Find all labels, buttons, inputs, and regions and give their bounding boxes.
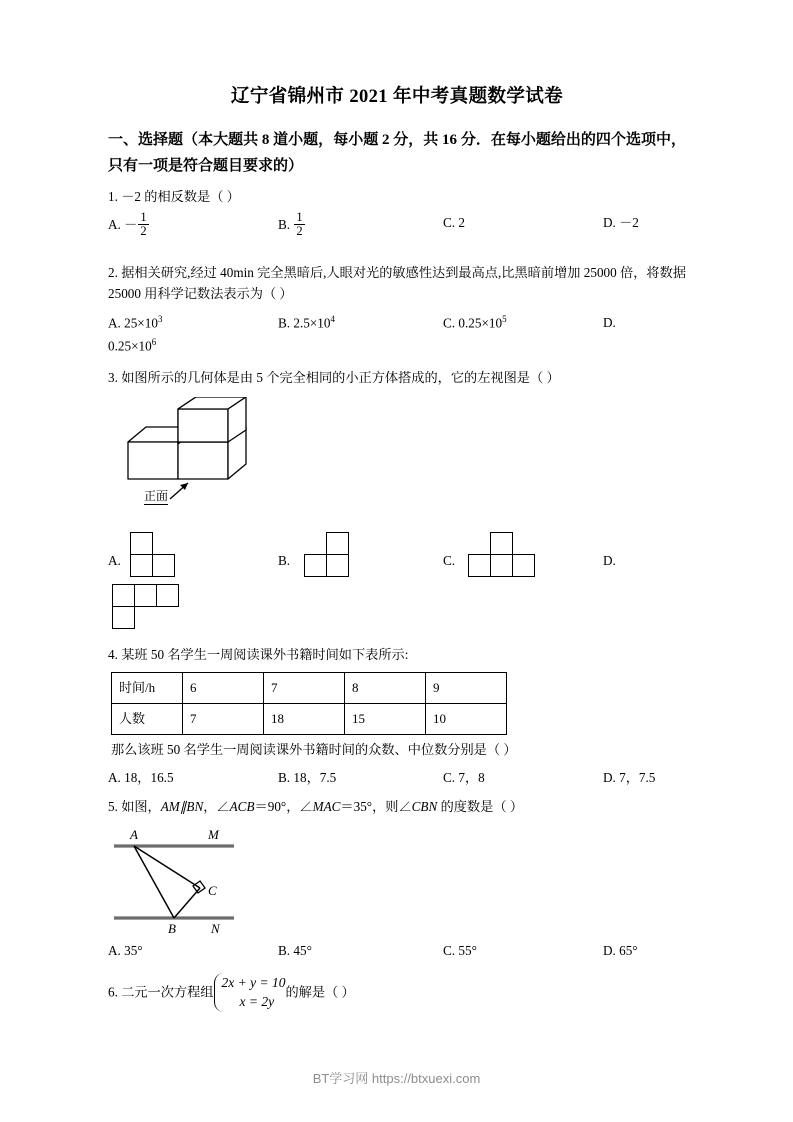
option-a-sign: － — [124, 216, 138, 232]
table-row — [112, 703, 507, 734]
question-5-text-part7: ＝35°，则∠ — [340, 799, 412, 815]
question-2 — [108, 262, 686, 356]
option-c-label: C. 0.25×10 — [443, 315, 503, 331]
question-2-option-a[interactable] — [108, 312, 162, 334]
table-row-header: 时间/h — [112, 672, 183, 703]
option-b-fraction — [294, 211, 304, 239]
question-1-number: 1. — [108, 188, 118, 204]
question-5-text-part2: AM∥BN — [160, 799, 204, 815]
option-a-fraction — [138, 211, 148, 239]
option-b-label: B. — [278, 216, 291, 232]
equation-line-1: 2x + y = 10 — [221, 974, 286, 990]
table-row-header: 人数 — [112, 703, 183, 734]
question-4-stem — [108, 644, 686, 665]
question-4 — [108, 644, 686, 788]
question-3-option-d-shape-row — [108, 584, 686, 640]
option-a-exponent: 3 — [157, 313, 163, 324]
question-1-stem — [108, 186, 686, 207]
question-5-option-d[interactable]: D. 65° — [603, 942, 638, 958]
grid-cell — [304, 554, 327, 577]
question-4-option-c[interactable]: C. 7，8 — [443, 770, 485, 786]
table-cell: 9 — [426, 672, 507, 703]
table-row — [112, 672, 507, 703]
question-2-option-d[interactable]: D. — [603, 314, 616, 330]
grid-cell — [112, 606, 135, 629]
question-5-stem — [108, 796, 686, 817]
question-1-options — [108, 209, 686, 252]
question-3-stem — [108, 367, 686, 388]
equation-system — [214, 973, 286, 1012]
question-1 — [108, 186, 686, 252]
question-5-text-part8: CBN — [411, 799, 438, 815]
grid-cell — [130, 532, 153, 555]
option-a-label: A. 25×10 — [108, 315, 158, 331]
question-2-option-b[interactable] — [278, 312, 335, 334]
question-3-option-c-shape[interactable] — [468, 532, 540, 580]
question-5-text-part1: 如图， — [121, 799, 161, 815]
question-6-text-pre: 二元一次方程组 — [121, 984, 214, 1000]
page-title: 辽宁省锦州市 2021 年中考真题数学试卷 — [230, 87, 564, 107]
parallel-lines-triangle-svg — [112, 824, 292, 936]
question-1-option-c[interactable]: C. 2 — [443, 214, 465, 230]
question-2-options — [108, 312, 686, 332]
question-5-figure — [112, 824, 292, 936]
figure-label-B: B — [168, 920, 176, 936]
equation-system-body — [214, 973, 286, 1012]
question-5-option-b[interactable]: B. 45° — [278, 942, 312, 958]
question-3-option-a-label[interactable]: A. — [108, 552, 121, 568]
question-3-option-b-shape[interactable] — [304, 532, 354, 580]
grid-cell — [134, 584, 157, 607]
grid-cell — [326, 554, 349, 577]
footer-watermark: BT学习网 https://btxuexi.com — [312, 1071, 481, 1086]
table-cell: 7 — [183, 703, 264, 734]
section-heading: 一、选择题（本大题共 8 道小题，每小题 2 分，共 16 分．在每小题给出的四个选项中，只有一项是符合题目要求的） — [108, 132, 686, 175]
question-2-option-d-wrap[interactable] — [108, 335, 686, 357]
figure-label-N: N — [211, 920, 220, 936]
option-d-value: 0.25×10 — [108, 338, 152, 354]
fraction-numerator: 1 — [140, 209, 147, 224]
question-1-option-d[interactable]: D. －2 — [603, 214, 639, 230]
question-3-option-c-label[interactable]: C. — [443, 552, 456, 568]
question-5-text-part4: ACB — [229, 799, 255, 815]
question-4-stem-continued: 那么该班 50 名学生一周阅读课外书籍时间的众数、中位数分别是（ ） — [111, 741, 517, 757]
question-6-number: 6. — [108, 984, 118, 1000]
question-3-option-d-label[interactable]: D. — [603, 552, 616, 568]
question-3-option-d-shape[interactable] — [112, 584, 184, 632]
fraction-denominator: 2 — [140, 224, 147, 239]
question-4-option-a[interactable]: A. 18，16.5 — [108, 770, 174, 786]
question-1-option-a[interactable] — [108, 209, 150, 240]
question-4-option-d[interactable]: D. 7，7.5 — [603, 770, 656, 786]
question-2-number: 2. — [108, 264, 118, 280]
question-2-text: 据相关研究,经过 40min 完全黑暗后,人眼对光的敏感性达到最高点,比黑暗前增加 25000 倍，将数据 25000 用科学记数法表示为（ ） — [108, 264, 687, 302]
grid-cell — [130, 554, 153, 577]
option-b-exponent: 4 — [330, 313, 335, 324]
grid-cell — [156, 584, 179, 607]
question-4-option-b[interactable]: B. 18，7.5 — [278, 770, 337, 786]
question-5-options — [108, 940, 686, 960]
question-6 — [108, 974, 686, 1013]
table-cell: 10 — [426, 703, 507, 734]
question-5-number: 5. — [108, 799, 118, 815]
figure-label-C: C — [208, 882, 217, 898]
table-cell: 8 — [345, 672, 426, 703]
question-5-text-part3: ，∠ — [203, 799, 230, 815]
table-cell: 18 — [264, 703, 345, 734]
equation-line-2: x = 2y — [239, 994, 275, 1010]
figure-caption-front: 正面 — [144, 488, 169, 503]
question-3-options-row — [108, 528, 686, 584]
question-3-option-a-shape[interactable] — [130, 532, 180, 580]
fraction-denominator: 2 — [296, 224, 303, 239]
question-1-option-b[interactable] — [278, 209, 306, 240]
grid-cell — [152, 554, 175, 577]
figure-label-M: M — [208, 826, 219, 842]
option-c-exponent: 5 — [502, 313, 507, 324]
page-content — [108, 85, 686, 1013]
question-5-text-part5: ＝90°，∠ — [254, 799, 313, 815]
question-5-text-part9: 的度数是（ ） — [437, 799, 524, 815]
fraction-numerator: 1 — [296, 209, 303, 224]
figure-label-A: A — [130, 826, 138, 842]
question-2-stem — [108, 262, 686, 305]
question-3 — [108, 367, 686, 639]
question-3-option-b-label[interactable]: B. — [278, 552, 291, 568]
table-cell: 6 — [183, 672, 264, 703]
question-3-figure — [118, 397, 268, 502]
grid-cell — [490, 554, 513, 577]
question-4-table — [111, 672, 507, 735]
question-5 — [108, 796, 686, 959]
grid-cell — [112, 584, 135, 607]
grid-cell — [512, 554, 535, 577]
question-3-text: 如图所示的几何体是由 5 个完全相同的小正方体搭成的，它的左视图是（ ） — [121, 370, 560, 386]
option-a-label: A. — [108, 216, 121, 232]
question-6-text-post: 的解是（ ） — [285, 984, 355, 1000]
grid-cell — [326, 532, 349, 555]
question-5-option-a[interactable]: A. 35° — [108, 942, 143, 958]
table-cell: 7 — [264, 672, 345, 703]
question-4-text: 某班 50 名学生一周阅读课外书籍时间如下表所示: — [121, 646, 409, 662]
question-3-number: 3. — [108, 370, 118, 386]
question-6-stem — [108, 974, 686, 1013]
question-5-option-c[interactable]: C. 55° — [443, 942, 477, 958]
question-5-text-part6: MAC — [312, 799, 341, 815]
question-4-number: 4. — [108, 646, 118, 662]
question-2-option-c[interactable] — [443, 312, 507, 334]
question-1-text: －2 的相反数是（ ） — [121, 188, 240, 204]
grid-cell — [468, 554, 491, 577]
question-4-options — [108, 767, 686, 787]
option-d-exponent: 6 — [151, 336, 157, 347]
table-cell: 15 — [345, 703, 426, 734]
cube-solid-svg — [118, 397, 268, 502]
option-b-label: B. 2.5×10 — [278, 315, 331, 331]
grid-cell — [490, 532, 513, 555]
